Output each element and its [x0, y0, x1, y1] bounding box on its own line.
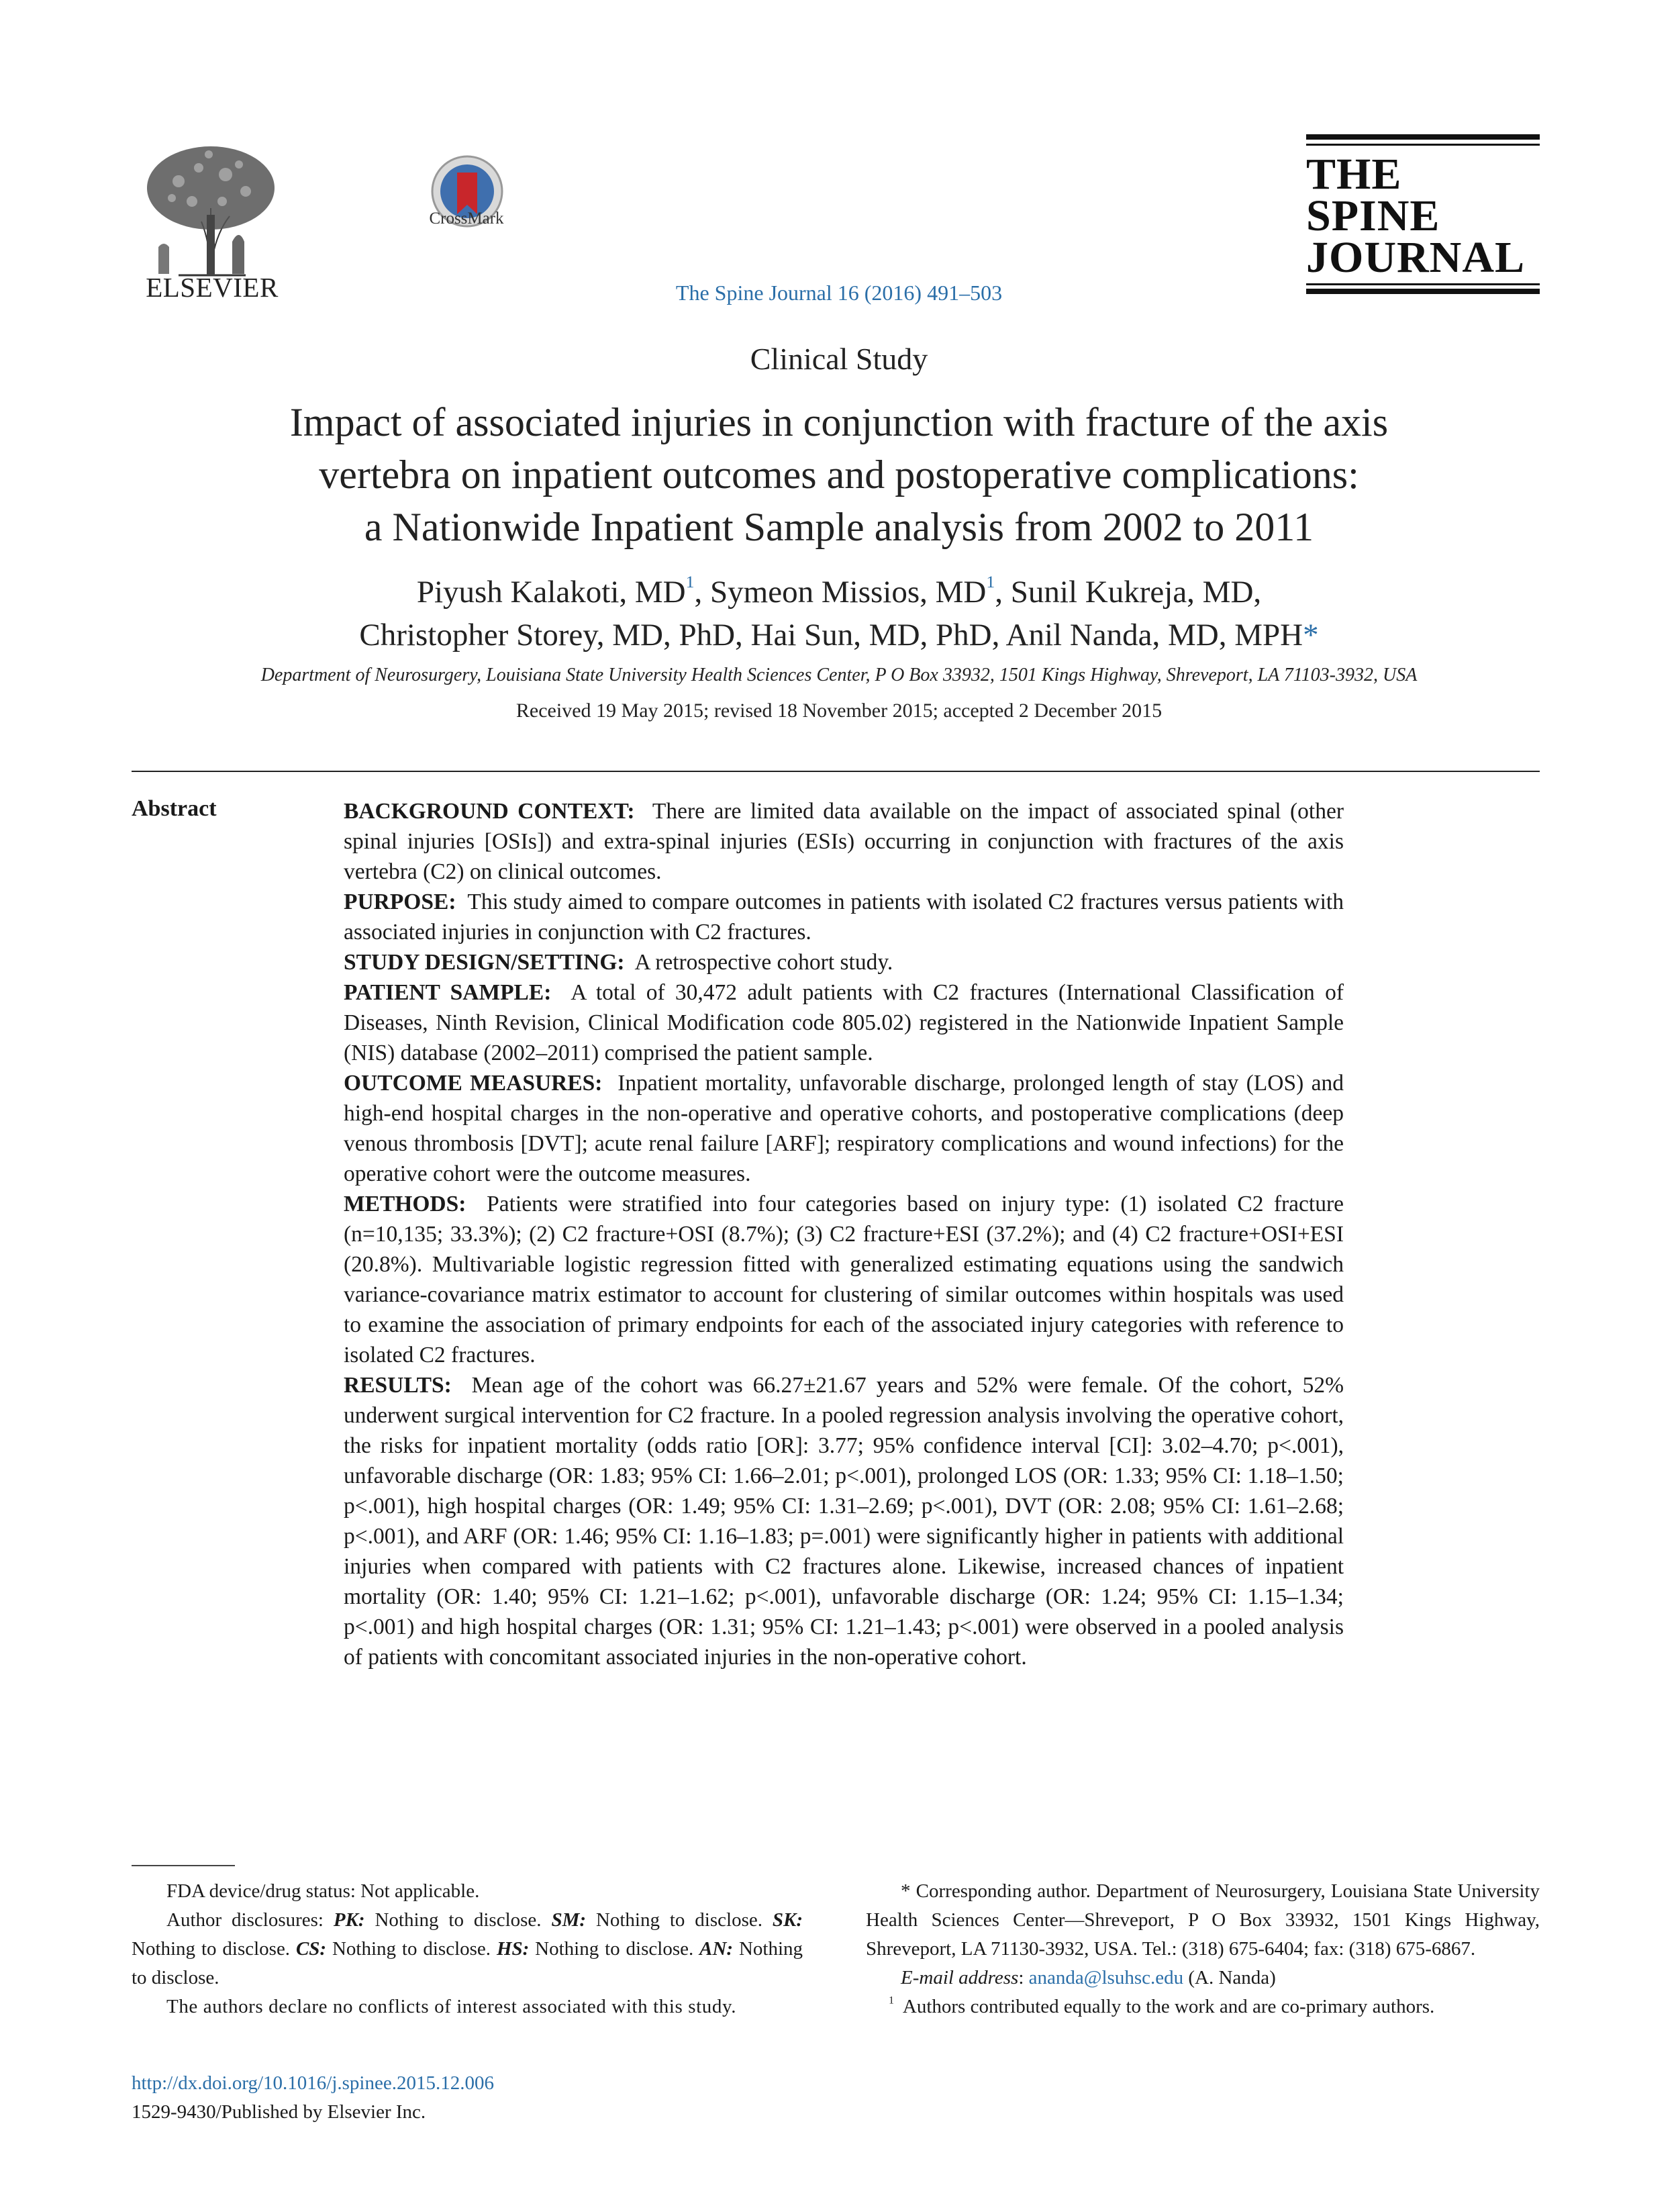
conflicts-statement: The authors declare no conflicts of interest associated with this study.	[166, 1996, 737, 2017]
section-text: This study aimed to compare outcomes in patients with isolated C2 fractures versus patients with associated injuries in conjunction with C2 fractures.	[344, 889, 1344, 945]
abstract-section	[344, 887, 1344, 947]
section-heading: STUDY DESIGN/SETTING:	[344, 950, 625, 975]
author-line-2	[101, 614, 1577, 657]
section-text: A total of 30,472 adult patients with C2 fractures (International Classification of Diseases, Ninth Revision, Clinical Modification code 805.02) registered in the Nationwide Inpatient Sample (NIS) database (2002–2011) comprised the patient sample.	[344, 980, 1344, 1065]
spine-journal-logo	[1306, 134, 1540, 295]
abstract-section	[344, 1370, 1344, 1672]
author-missios: Symeon Missios, MD	[710, 575, 987, 610]
title-line-2: vertebra on inpatient outcomes and postoperative complications:	[319, 452, 1359, 497]
author-line-1: Piyush Kalakoti, $MD^1$, Symeon Missios, $MD^1$, Sunil Kukreja, MD,	[416, 572, 1262, 610]
author-list	[101, 571, 1577, 657]
section-heading: BACKGROUND CONTEXT:	[344, 799, 635, 824]
author-kalakoti: Piyush Kalakoti, MD	[416, 575, 686, 610]
section-heading: RESULTS:	[344, 1373, 452, 1398]
abstract-section	[344, 1068, 1344, 1189]
email-label: E-mail address	[901, 1967, 1019, 1988]
logo-line-journal: JOURNAL	[1306, 233, 1526, 282]
abstract-section	[344, 796, 1344, 887]
equal-contribution-mark[interactable]: 1	[986, 572, 995, 592]
article-type: Clinical Study	[750, 342, 928, 376]
issn-line: 1529-9430/Published by Elsevier Inc.	[132, 2101, 426, 2123]
equal-contribution-note: $^1$ Authors contributed equally to the work and are co-primary authors.	[889, 1994, 1435, 2017]
author-kukreja: Sunil Kukreja, MD,	[1010, 575, 1262, 610]
abstract-section	[344, 947, 1344, 977]
crossmark-label: CrossMark	[429, 209, 504, 228]
email-line: E-mail address: ananda@lsuhsc.edu (A. Nanda)	[901, 1967, 1276, 1988]
doi-link[interactable]: http://dx.doi.org/10.1016/j.spinee.2015.12.006	[132, 2072, 494, 2094]
section-text: There are limited data available on the impact of associated spinal (other spinal injuries [OSIs]) and extra-spinal injuries (ESIs) occurring in conjunction with fractures of the axis vertebra (C2) on clinical outcomes.	[344, 799, 1344, 884]
section-text: Inpatient mortality, unfavorable discharge, prolonged length of stay (LOS) and high-end hospital charges in the non-operative and operative cohorts, and postoperative complications (deep venous thrombosis [DVT]; acute renal failure [ARF]; respiratory complications and wound infections) for the operative cohort were the outcome measures.	[344, 1071, 1344, 1186]
logo-line-the: THE	[1306, 150, 1402, 199]
fda-status: FDA device/drug status: Not applicable.	[166, 1880, 480, 1902]
footnote-divider	[132, 1865, 235, 1866]
logo-line-spine: SPINE	[1306, 191, 1440, 240]
author-storey-sun-nanda: Christopher Storey, MD, PhD, Hai Sun, MD, PhD, Anil Nanda, MD, MPH	[359, 618, 1303, 653]
abstract-body	[344, 796, 1344, 1672]
section-text: A retrospective cohort study.	[634, 950, 893, 975]
section-heading: PATIENT SAMPLE:	[344, 980, 552, 1005]
corresponding-author-note: * Corresponding author. Department of Neurosurgery, Louisiana State University Health Sciences Center—Shreveport, P O Box 33932, 1501 Kings Highway, Shreveport, LA 71130-3932, USA. Tel.: (318) 675-6404; fax: (318) 675-6867.	[866, 1880, 1540, 1960]
abstract-section	[344, 977, 1344, 1068]
footnotes-left	[132, 1877, 803, 2021]
corresponding-author-mark[interactable]: *	[1303, 618, 1319, 653]
abstract-section	[344, 1189, 1344, 1370]
section-heading: PURPOSE:	[344, 889, 456, 914]
affiliation: Department of Neurosurgery, Louisiana State University Health Sciences Center, P O Box 33932, 1501 Kings Highway, Shreveport, LA 71103-3932, USA	[260, 665, 1418, 685]
author-disclosures: Author disclosures: PK: Nothing to disclose. SM: Nothing to disclose. SK: Nothing to disclose. CS: Nothing to disclose. HS: Nothing to disclose. AN: Nothing to disclose.	[132, 1909, 803, 1988]
article-title	[101, 396, 1577, 553]
doi-block	[132, 2069, 494, 2127]
received-dates: Received 19 May 2015; revised 18 November 2015; accepted 2 December 2015	[515, 700, 1163, 722]
journal-citation[interactable]: The Spine Journal 16 (2016) 491–503	[675, 281, 1003, 305]
section-text: Mean age of the cohort was 66.27±21.67 years and 52% were female. Of the cohort, 52% underwent surgical intervention for C2 fracture. In a pooled regression analysis involving the operative cohort, the risks for inpatient mortality (odds ratio [OR]: 3.77; 95% confidence interval [CI]: 3.02–4.70; p<.001), unfavorable discharge (OR: 1.83; 95% CI: 1.66–2.01; p<.001), prolonged LOS (OR: 1.33; 95% CI: 1.18–1.50; p<.001), high hospital charges (OR: 1.49; 95% CI: 1.31–2.69; p<.001), DVT (OR: 2.08; 95% CI: 1.61–2.68; p<.001), and ARF (OR: 1.46; 95% CI: 1.16–1.83; p=.001) were significantly higher in patients with additional injuries when compared with patients with C2 fractures alone. Likewise, increased chances of inpatient mortality (OR: 1.40; 95% CI: 1.21–1.62; p<.001), unfavorable discharge (OR: 1.24; 95% CI: 1.15–1.34; p<.001) and high hospital charges (OR: 1.31; 95% CI: 1.21–1.43; p<.001) were observed in a pooled analysis of patients with concomitant associated injuries in the non-operative cohort.	[344, 1373, 1344, 1670]
publisher-name: ELSEVIER	[146, 272, 279, 303]
abstract-label: Abstract	[132, 796, 217, 821]
equal-contribution-mark[interactable]: 1	[685, 572, 695, 592]
title-line-3: a Nationwide Inpatient Sample analysis from 2002 to 2011	[364, 505, 1314, 549]
section-text: Patients were stratified into four categories based on injury type: (1) isolated C2 fracture (n=10,135; 33.3%); (2) C2 fracture+OSI (8.7%); (3) C2 fracture+ESI (37.2%); and (4) C2 fracture+OSI+ESI (20.8%). Multivariable logistic regression fitted with generalized estimating equations using the sandwich variance-covariance matrix estimator to account for clustering of similar outcomes within hospitals was used to examine the association of primary endpoints for each of the associated injury categories with reference to isolated C2 fractures.	[344, 1192, 1344, 1367]
footnotes-right	[866, 1877, 1540, 2021]
email-link[interactable]: ananda@lsuhsc.edu	[1028, 1967, 1184, 1988]
divider	[132, 771, 1540, 772]
section-heading: OUTCOME MEASURES:	[344, 1071, 603, 1096]
title-line-1: Impact of associated injuries in conjunction with fracture of the axis	[289, 400, 1389, 444]
section-heading: METHODS:	[344, 1192, 466, 1216]
